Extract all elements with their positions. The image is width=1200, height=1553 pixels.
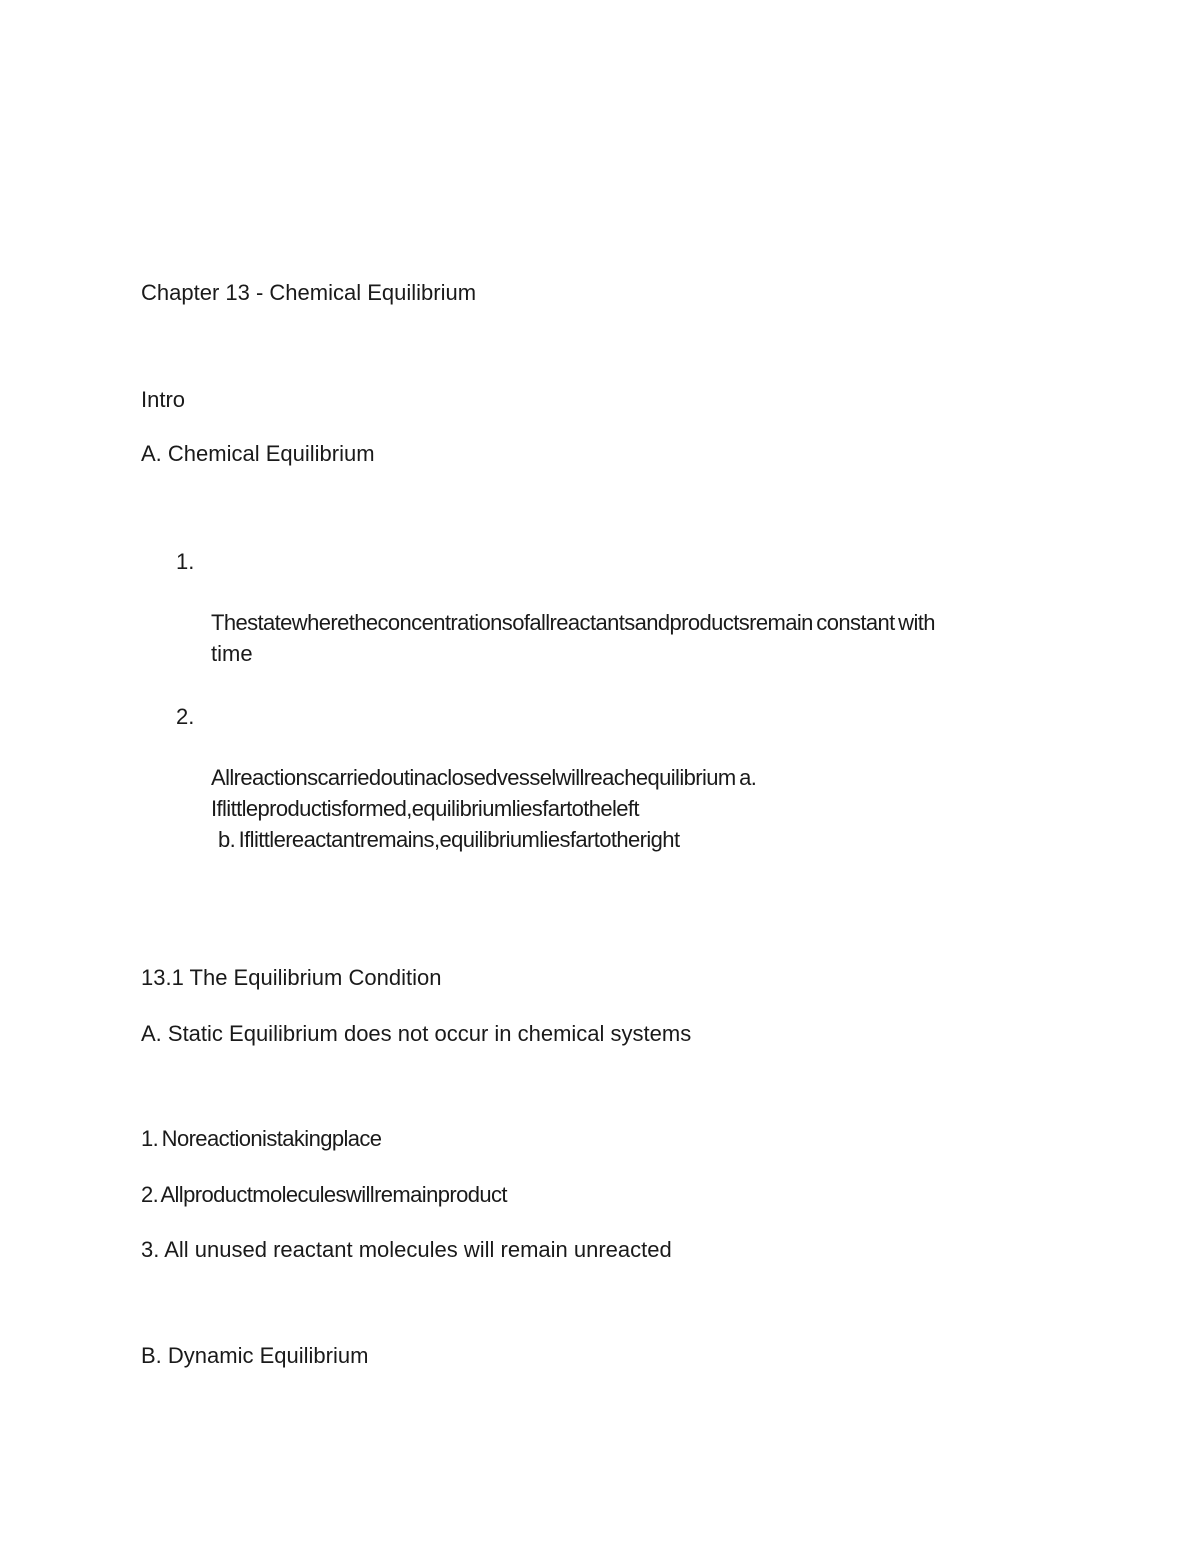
list-item-number: 2.: [176, 704, 195, 729]
list-item-text: time: [211, 641, 253, 666]
subsection-a-heading: A. Static Equilibrium does not occur in chemical systems: [141, 1021, 692, 1046]
section-a-heading: A. Chemical Equilibrium: [141, 441, 375, 466]
subsection-b-heading: B. Dynamic Equilibrium: [141, 1343, 369, 1368]
intro-heading: Intro: [141, 387, 186, 412]
list-item-number: 1.: [176, 549, 195, 574]
list-item-text: Thestatewheretheconcentrationsofallreactantsandproductsremain constant with: [211, 610, 935, 635]
list-item: 3. All unused reactant molecules will remain unreacted: [141, 1237, 672, 1262]
document-title: Chapter 13 - Chemical Equilibrium: [141, 280, 477, 305]
list-item: 1. Noreactionistakingplace: [141, 1126, 382, 1151]
list-item-text: b. Iflittlereactantremains,equilibriumliesfartotheright: [218, 827, 680, 852]
list-item-text: Allreactionscarriedoutinaclosedvesselwillreachequilibrium a.: [211, 765, 757, 790]
section-heading: 13.1 The Equilibrium Condition: [141, 965, 442, 990]
list-item: 2. Allproductmoleculeswillremainproduct: [141, 1182, 507, 1207]
list-item-text: Iflittleproductisformed,equilibriumliesfartotheleft: [211, 796, 639, 821]
